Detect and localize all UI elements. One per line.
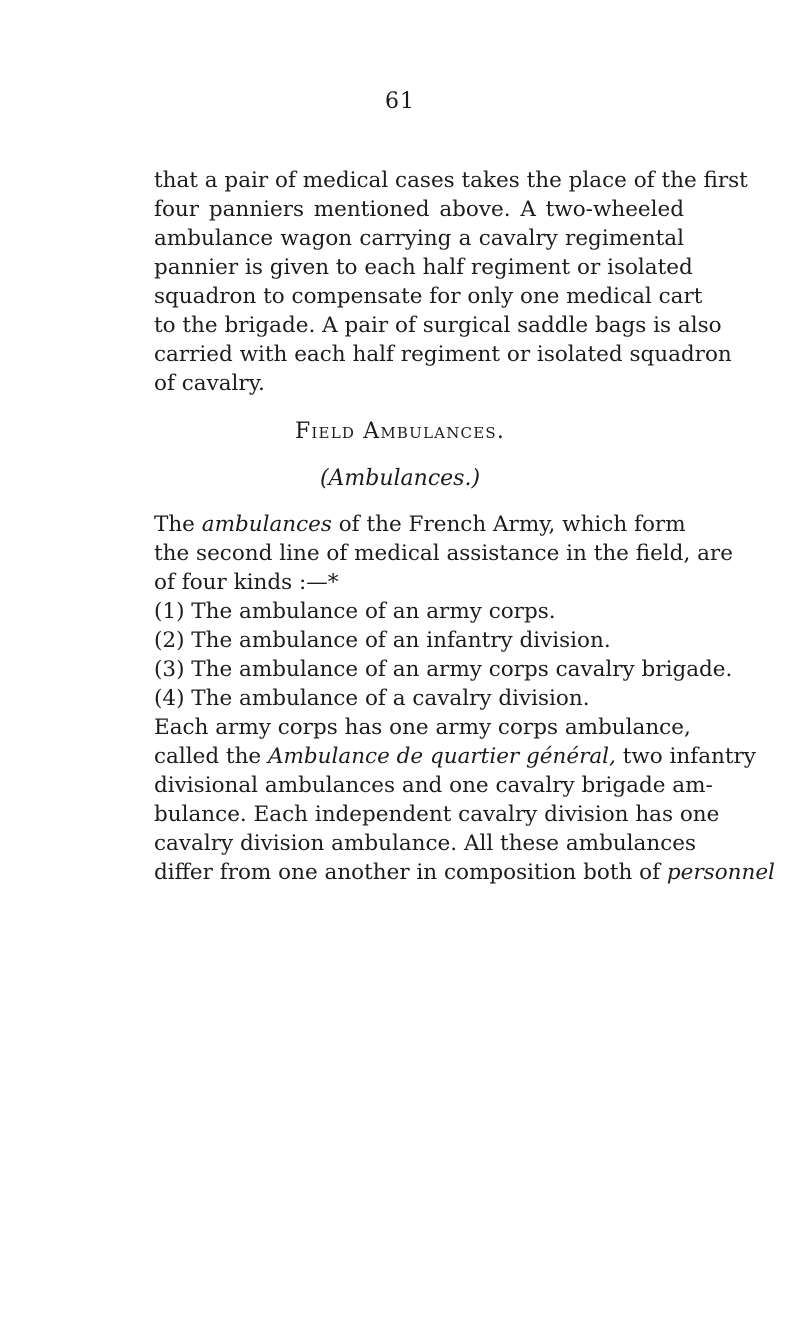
list-item: (4) The ambulance of a cavalry division. [154, 686, 590, 711]
text-line: to the brigade. A pair of surgical saddle bags is also [154, 313, 722, 338]
list-item: (1) The ambulance of an army corps. [154, 599, 556, 624]
text-line: cavalry division ambulance. All these ambulances [154, 831, 697, 856]
text-line: ambulance wagon carrying a cavalry regimental [154, 226, 684, 251]
text-line: that a pair of medical cases takes the place of the first [154, 168, 748, 193]
list-item: (2) The ambulance of an infantry division. [154, 628, 611, 653]
page-number: 61 [385, 89, 415, 114]
text-line: the second line of medical assistance in the field, are [154, 541, 733, 566]
list-item: (3) The ambulance of an army corps cavalry brigade. [154, 657, 733, 682]
text-line: pannier is given to each half regiment or isolated [154, 255, 693, 280]
text-line: divisional ambulances and one cavalry brigade am- [154, 773, 713, 798]
text-line: bulance. Each independent cavalry division has one [154, 802, 720, 827]
section-heading: Field Ambulances. [294, 419, 506, 444]
text-line: carried with each half regiment or isolated squadron [154, 342, 732, 367]
text-line: Each army corps has one army corps ambulance, [154, 715, 691, 740]
text-line: called the Ambulance de quartier général, two infantry [154, 744, 756, 769]
section-subheading: (Ambulances.) [319, 466, 481, 491]
text-line: of cavalry. [154, 371, 265, 396]
text-line: squadron to compensate for only one medical cart [154, 284, 703, 309]
text-line: four panniers mentioned above. A two-wheeled [154, 197, 684, 222]
text-line: The ambulances of the French Army, which form [154, 512, 686, 537]
text-line: of four kinds :—* [154, 570, 339, 595]
text-line: differ from one another in composition both of personnel [154, 860, 775, 885]
